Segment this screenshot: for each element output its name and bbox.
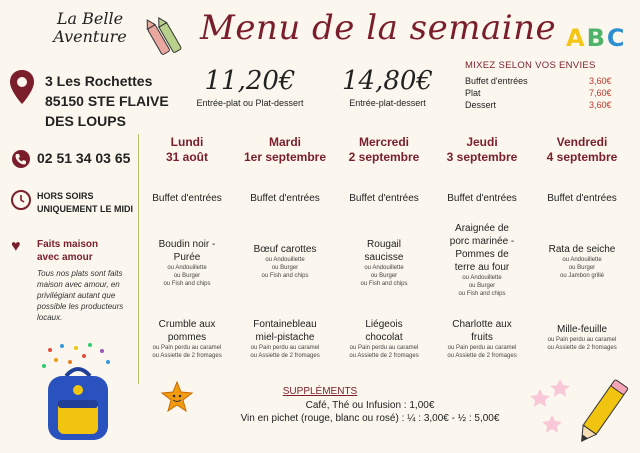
price-formula-1 [185, 66, 315, 108]
starter: Buffet d'entrées [152, 193, 222, 204]
phone-number[interactable]: 02 51 34 03 65 [37, 150, 131, 166]
day-date: 3 septembre [446, 150, 518, 164]
backpack-icon [38, 342, 118, 442]
dish-line: Charlotte aux [452, 319, 512, 330]
address-line3: DES LOUPS [45, 113, 126, 129]
mix-row [465, 87, 625, 99]
letter-a: A [566, 24, 585, 52]
day-header-wednesday [336, 135, 432, 165]
dish-option: ou Andouillette [562, 257, 602, 263]
supplements-line2: Vin en pichet (rouge, blanc ou rosé) : ¼ : 3,00€ - ½ : 5,00€ [240, 413, 500, 424]
dish-option: ou Assiette de 2 fromages [547, 345, 617, 351]
starter: Buffet d'entrées [547, 193, 617, 204]
starter: Buffet d'entrées [447, 193, 517, 204]
dish-option: ou Burger [370, 273, 398, 279]
day-name: Mercredi [358, 135, 410, 149]
price-amount: 11,20€ [204, 66, 296, 96]
dish-option: ou Fish and chips [261, 273, 309, 279]
mix-prices [465, 60, 625, 111]
page-title: Menu de la semaine [200, 8, 557, 48]
main-course [237, 243, 333, 280]
dish-option: ou Andouillette [364, 265, 404, 271]
dish-option: ou Burger [271, 265, 299, 271]
price-amount: 14,80€ [342, 66, 433, 96]
starter: Buffet d'entrées [250, 193, 320, 204]
letter-b: B [586, 24, 605, 52]
abc-letters [566, 24, 627, 52]
mix-item-name: Plat [465, 88, 481, 98]
dish-option: ou Fish and chips [163, 281, 211, 287]
dish-option: ou Pain perdu au caramel [152, 345, 222, 351]
main-course [434, 222, 530, 298]
dish-option: ou Burger [568, 265, 596, 271]
dish-line: miel-pistache [255, 332, 315, 343]
dish-line: Rata de seiche [548, 244, 616, 255]
dish-option: ou Burger [173, 273, 201, 279]
logo-line2: Aventure [53, 27, 127, 46]
day-header-monday [139, 135, 235, 165]
crayons-icon [140, 14, 188, 62]
homemade-title-line2: avec amour [37, 252, 93, 263]
address [45, 71, 169, 131]
day-header-friday [534, 135, 630, 165]
dish-line: Boudin noir - [158, 239, 216, 250]
letter-c: C [606, 24, 625, 52]
map-pin-icon [10, 70, 34, 104]
dish-line: porc marinée - [449, 236, 515, 247]
main-course [139, 238, 235, 288]
day-date: 1er septembre [243, 150, 327, 164]
dish-line: Rougail [367, 239, 401, 250]
address-line2: 85150 STE FLAIVE [45, 93, 169, 109]
dish-option: ou Andouillette [265, 257, 305, 263]
day-name: Mardi [268, 135, 301, 149]
clock-icon [11, 190, 31, 210]
hours-line2: UNIQUEMENT LE MIDI [37, 204, 133, 214]
dish-option: ou Assiette de 2 fromages [152, 353, 222, 359]
main-course [336, 238, 432, 288]
dish-line: fruits [471, 332, 493, 343]
dish-option: ou Burger [468, 283, 496, 289]
day-header-thursday [434, 135, 530, 165]
dish-line: Crumble aux [158, 319, 216, 330]
dish-option: ou Fish and chips [458, 291, 506, 297]
star-icon [160, 380, 194, 414]
day-date: 31 août [165, 150, 208, 164]
dish-option: ou Pain perdu au caramel [250, 345, 320, 351]
supplements-line1: Café, Thé ou Infusion : 1,00€ [305, 400, 435, 411]
dish-option: ou Assiette de 2 fromages [447, 353, 517, 359]
dish-line: saucisse [364, 252, 404, 263]
starter: Buffet d'entrées [349, 193, 419, 204]
price-label: Entrée-plat ou Plat-dessert [196, 98, 304, 108]
dish-option: ou Fish and chips [360, 281, 408, 287]
dish-line: Purée [173, 252, 201, 263]
day-name: Vendredi [556, 135, 608, 149]
mix-item-price: 7,60€ [589, 88, 612, 98]
dish-option: ou Pain perdu au caramel [447, 345, 517, 351]
dessert [139, 318, 235, 360]
restaurant-logo [50, 10, 130, 46]
day-date: 4 septembre [546, 150, 618, 164]
dessert [534, 323, 630, 352]
dessert [434, 318, 530, 360]
dish-line: pommes [167, 332, 207, 343]
dish-line: chocolat [365, 332, 403, 343]
dish-line: Bœuf carottes [253, 244, 317, 255]
mix-row [465, 75, 625, 87]
mix-heading: MIXEZ SELON VOS ENVIES [465, 60, 596, 71]
logo-line1: La Belle [56, 9, 124, 28]
homemade-title [37, 238, 98, 264]
dessert [237, 318, 333, 360]
dish-option: ou Andouillette [167, 265, 207, 271]
dish-line: Liégeois [365, 319, 403, 330]
dish-option: ou Assiette de 2 fromages [250, 353, 320, 359]
dish-option: ou Assiette de 2 fromages [349, 353, 419, 359]
homemade-text: Tous nos plats sont faits maison avec amour, en privilégiant autant que possible les producteurs locaux. [37, 269, 124, 322]
dish-line: Mille-feuille [556, 324, 607, 335]
mix-item-price: 3,60€ [589, 100, 612, 110]
mix-item-name: Buffet d'entrées [465, 76, 528, 86]
opening-hours [37, 190, 133, 216]
price-label: Entrée-plat-dessert [349, 98, 426, 108]
day-date: 2 septembre [348, 150, 420, 164]
day-name: Lundi [170, 135, 204, 149]
dessert [336, 318, 432, 360]
dish-line: Araignée de [455, 223, 509, 234]
heart-icon: ♥ [11, 238, 21, 255]
supplements-title: SUPPLÉMENTS [282, 386, 358, 397]
dish-line: terre au four [454, 262, 510, 273]
dish-option: ou Jambon grillé [559, 273, 605, 279]
dish-option: ou Pain perdu au caramel [349, 345, 419, 351]
dish-option: ou Andouillette [462, 275, 502, 281]
mix-item-price: 3,60€ [589, 76, 612, 86]
hours-line1: HORS SOIRS [37, 191, 94, 201]
address-line1: 3 Les Rochettes [45, 73, 153, 89]
day-name: Jeudi [466, 135, 498, 149]
dish-option: ou Pain perdu au caramel [547, 337, 617, 343]
main-course [534, 243, 630, 280]
phone-icon [12, 150, 30, 168]
dish-line: Fontainebleau [253, 319, 317, 330]
mix-row [465, 99, 625, 111]
day-header-tuesday [237, 135, 333, 165]
dish-line: Pommes de [455, 249, 509, 260]
homemade-title-line1: Faits maison [37, 239, 99, 250]
mix-item-name: Dessert [465, 100, 497, 110]
pencil-icon [530, 375, 630, 450]
price-formula-2 [330, 66, 445, 108]
